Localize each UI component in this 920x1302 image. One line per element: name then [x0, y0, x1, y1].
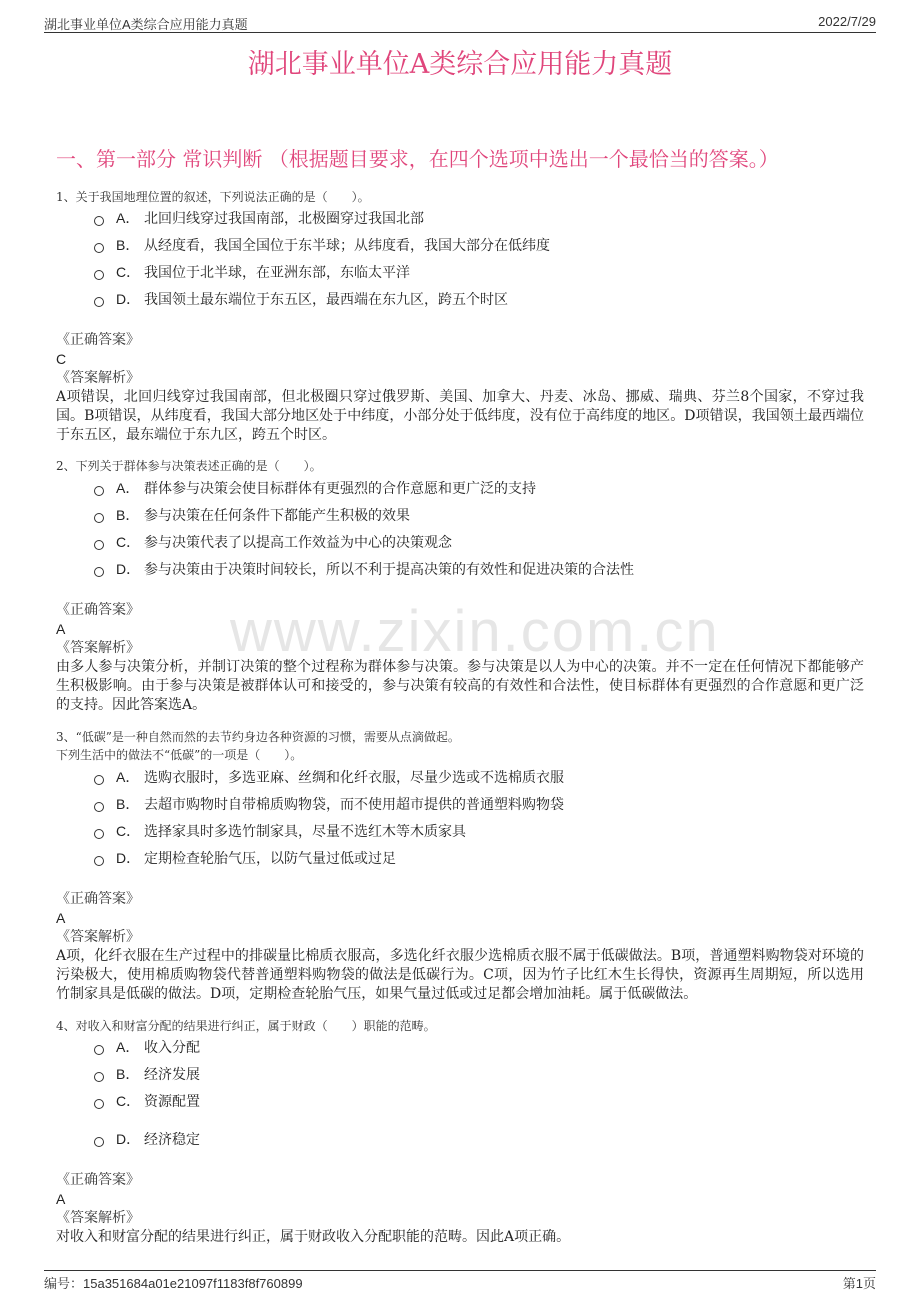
- option-letter: D．: [116, 1131, 141, 1147]
- option-letter: C．: [116, 534, 141, 550]
- option-c[interactable]: [94, 259, 410, 285]
- answer-block-3: [56, 890, 864, 1004]
- option-text: 选择家具时多选竹制家具，尽量不选红木等木质家具: [144, 824, 466, 840]
- correct-answer-label: 《正确答案》: [56, 1172, 140, 1188]
- question-2: [56, 457, 864, 475]
- radio-icon[interactable]: [94, 775, 104, 785]
- radio-icon[interactable]: [94, 540, 104, 550]
- radio-icon[interactable]: [94, 486, 104, 496]
- header-date: 2022/7/29: [818, 14, 876, 29]
- section-heading: 一、第一部分 常识判断 （根据题目要求，在四个选项中选出一个最恰当的答案。）: [56, 147, 779, 171]
- correct-answer-label: 《正确答案》: [56, 602, 140, 618]
- page-header: [44, 12, 876, 33]
- option-text: 从经度看，我国全国位于东半球；从纬度看，我国大部分在低纬度: [144, 238, 550, 254]
- document-title: 湖北事业单位A类综合应用能力真题: [247, 49, 673, 80]
- watermark: www.zixin.com.cn: [230, 599, 720, 664]
- option-text: 去超市购物时自带棉质购物袋，而不使用超市提供的普通塑料购物袋: [144, 797, 564, 813]
- header-title: 湖北事业单位A类综合应用能力真题: [44, 17, 248, 32]
- radio-icon[interactable]: [94, 567, 104, 577]
- option-text: 选购衣服时，多选亚麻、丝绸和化纤衣服，尽量少选或不选棉质衣服: [144, 770, 564, 786]
- question-3: [56, 728, 864, 764]
- option-c[interactable]: [94, 1088, 200, 1114]
- option-b[interactable]: [94, 502, 410, 528]
- radio-icon[interactable]: [94, 1137, 104, 1147]
- document-code: [44, 1273, 303, 1292]
- radio-icon[interactable]: [94, 1045, 104, 1055]
- option-text: 我国领土最东端位于东五区，最西端在东九区，跨五个时区: [144, 292, 508, 308]
- option-letter: B．: [116, 1066, 140, 1082]
- question-text: 4、对收入和财富分配的结果进行纠正，属于财政（ ）职能的范畴。: [56, 1019, 436, 1033]
- option-a[interactable]: [94, 764, 564, 790]
- option-letter: D．: [116, 850, 141, 866]
- radio-icon[interactable]: [94, 270, 104, 280]
- option-a[interactable]: [94, 475, 536, 501]
- option-text: 收入分配: [144, 1040, 200, 1056]
- option-d[interactable]: [94, 1126, 200, 1152]
- correct-answer: C: [56, 351, 67, 367]
- answer-block-1: [56, 331, 864, 445]
- option-text: 经济稳定: [144, 1132, 200, 1148]
- option-text: 参与决策由于决策时间较长，所以不利于提高决策的有效性和促进决策的合法性: [144, 562, 634, 578]
- answer-analysis: 对收入和财富分配的结果进行纠正，属于财政收入分配职能的范畴。因此A项正确。: [56, 1229, 571, 1245]
- option-letter: B．: [116, 796, 140, 812]
- option-letter: B．: [116, 237, 140, 253]
- question-1: [56, 188, 864, 206]
- option-letter: B．: [116, 507, 140, 523]
- option-text: 群体参与决策会使目标群体有更强烈的合作意愿和更广泛的支持: [144, 481, 536, 497]
- analysis-label: 《答案解析》: [56, 640, 140, 656]
- option-letter: A．: [116, 480, 140, 496]
- correct-answer: A: [56, 910, 66, 926]
- option-text: 北回归线穿过我国南部，北极圈穿过我国北部: [144, 211, 424, 227]
- code-value: 15a351684a01e21097f1183f8f760899: [83, 1276, 303, 1291]
- question-4: [56, 1017, 864, 1035]
- option-letter: A．: [116, 1039, 140, 1055]
- option-text: 经济发展: [144, 1067, 200, 1083]
- correct-answer: A: [56, 621, 66, 637]
- analysis-label: 《答案解析》: [56, 1210, 140, 1226]
- option-b[interactable]: [94, 232, 550, 258]
- correct-answer: A: [56, 1191, 66, 1207]
- correct-answer-label: 《正确答案》: [56, 891, 140, 907]
- analysis-label: 《答案解析》: [56, 929, 140, 945]
- question-text-line2: 下列生活中的做法不“低碳”的一项是（ ）。: [56, 748, 303, 762]
- option-letter: C．: [116, 264, 141, 280]
- radio-icon[interactable]: [94, 802, 104, 812]
- option-b[interactable]: [94, 791, 564, 817]
- option-letter: C．: [116, 1093, 141, 1109]
- question-text: 2、下列关于群体参与决策表述正确的是（ ）。: [56, 459, 322, 473]
- option-a[interactable]: [94, 1034, 200, 1060]
- code-label: 编号：: [44, 1276, 84, 1291]
- option-text: 参与决策在任何条件下都能产生积极的效果: [144, 508, 410, 524]
- option-letter: A．: [116, 210, 140, 226]
- radio-icon[interactable]: [94, 829, 104, 839]
- radio-icon[interactable]: [94, 513, 104, 523]
- page-number: 第1页: [842, 1276, 876, 1291]
- option-d[interactable]: [94, 556, 634, 582]
- answer-analysis: A项错误，北回归线穿过我国南部，但北极圈只穿过俄罗斯、美国、加拿大、丹麦、冰岛、挪威、瑞典、芬兰8个国家，不穿过我国。B项错误，从纬度看，我国大部分地区处于中纬度，小部分处于低纬度，没有位于高纬度的地区。D项错误，我国领土最西端位于东五区，最东端位于东九区，跨五个时区。: [56, 389, 864, 443]
- question-text: 1、关于我国地理位置的叙述，下列说法正确的是（ ）。: [56, 190, 370, 204]
- analysis-label: 《答案解析》: [56, 370, 140, 386]
- option-b[interactable]: [94, 1061, 200, 1087]
- answer-analysis: 由多人参与决策分析，并制订决策的整个过程称为群体参与决策。参与决策是以人为中心的决策。并不一定在任何情况下都能够产生积极影响。由于参与决策是被群体认可和接受的，参与决策有较高的有效性和合法性，使目标群体有更强烈的合作意愿和更广泛的支持。因此答案选A。: [56, 659, 864, 713]
- radio-icon[interactable]: [94, 856, 104, 866]
- option-letter: A．: [116, 769, 140, 785]
- radio-icon[interactable]: [94, 243, 104, 253]
- option-text: 定期检查轮胎气压，以防气量过低或过足: [144, 851, 396, 867]
- option-d[interactable]: [94, 845, 396, 871]
- option-text: 我国位于北半球，在亚洲东部，东临太平洋: [144, 265, 410, 281]
- option-letter: C．: [116, 823, 141, 839]
- option-letter: D．: [116, 561, 141, 577]
- option-text: 资源配置: [144, 1094, 200, 1110]
- option-d[interactable]: [94, 286, 508, 312]
- option-letter: D．: [116, 291, 141, 307]
- radio-icon[interactable]: [94, 297, 104, 307]
- correct-answer-label: 《正确答案》: [56, 332, 140, 348]
- answer-block-2: [56, 601, 864, 715]
- radio-icon[interactable]: [94, 1072, 104, 1082]
- option-c[interactable]: [94, 818, 466, 844]
- radio-icon[interactable]: [94, 1099, 104, 1109]
- answer-block-4: [56, 1171, 864, 1247]
- option-text: 参与决策代表了以提高工作效益为中心的决策观念: [144, 535, 452, 551]
- question-text: 3、“低碳”是一种自然而然的去节约身边各种资源的习惯，需要从点滴做起。: [56, 730, 460, 744]
- option-c[interactable]: [94, 529, 452, 555]
- radio-icon[interactable]: [94, 216, 104, 226]
- page-footer: [44, 1270, 876, 1291]
- answer-analysis: A项，化纤衣服在生产过程中的排碳量比棉质衣服高，多选化纤衣服少选棉质衣服不属于低碳做法。B项，普通塑料购物袋对环境的污染极大，使用棉质购物袋代替普通塑料购物袋的做法是低碳行为。C项，因为竹子比红木生长得快，资源再生周期短，所以选用竹制家具是低碳的做法。D项，定期检查轮胎气压，如果气量过低或过足都会增加油耗。属于低碳做法。: [56, 948, 864, 1002]
- option-a[interactable]: [94, 205, 424, 231]
